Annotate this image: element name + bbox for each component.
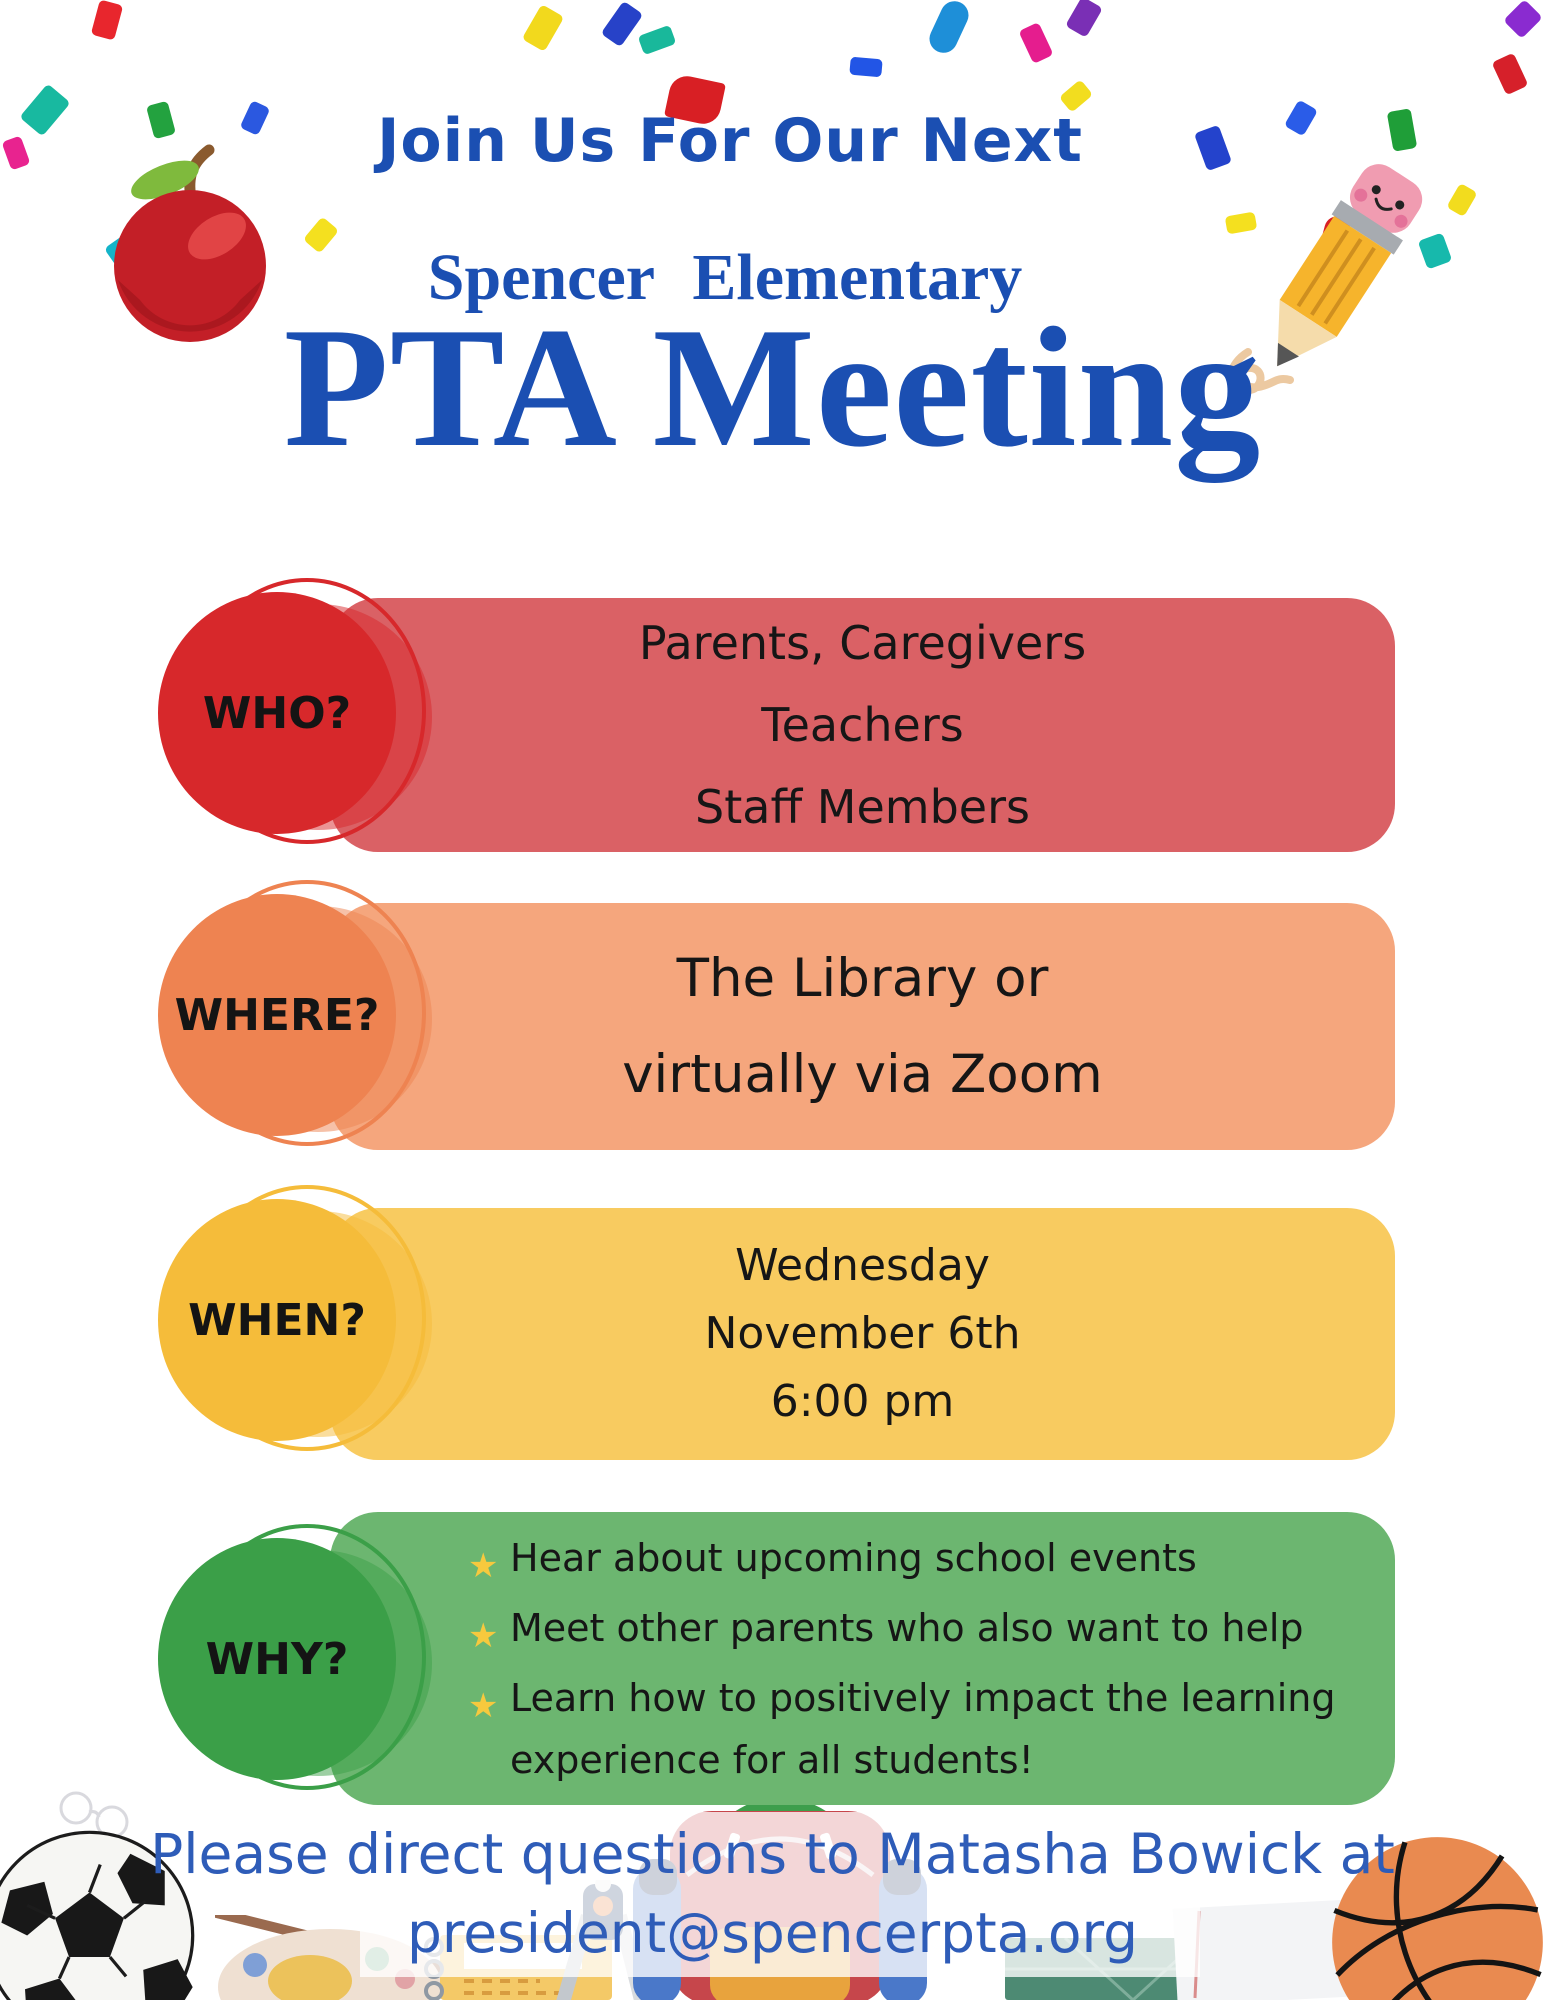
confetti-piece [1492,53,1529,96]
footer-contact-text: Please direct questions to Matasha Bowick at [150,1822,1395,1886]
why-bullet-text: Learn how to positively impact the learning experience for all students! [510,1675,1336,1782]
who-line: Teachers [761,698,964,752]
school-name: Spencer Elementary [427,241,1023,314]
why-bullet [468,1597,1375,1667]
confetti-piece [601,1,644,48]
why-bullet [468,1527,1375,1597]
kicker-text: Join Us For Our Next [377,106,1083,176]
flyer-title: PTA Meeting [283,293,1262,483]
when-line: 6:00 pm [770,1376,955,1427]
where-line: virtually via Zoom [622,1043,1103,1105]
who-bar [330,598,1395,852]
when-bar [330,1208,1395,1460]
why-bullet-list [330,1512,1395,1805]
star-icon: ★ [468,1615,499,1656]
where-badge [158,880,426,1148]
why-label: WHY? [205,1633,349,1685]
who-line: Staff Members [695,780,1030,834]
who-line: Parents, Caregivers [638,616,1087,670]
when-line: Wednesday [735,1240,990,1291]
where-bar [330,903,1395,1150]
who-badge [158,578,426,846]
why-bullet-text: Hear about upcoming school events [510,1535,1197,1580]
confetti-piece [638,25,677,55]
when-label: WHEN? [188,1294,366,1346]
confetti-piece [522,4,565,52]
star-icon: ★ [468,1685,499,1726]
footer-email: president@spencerpta.org [406,1901,1139,1965]
why-bullet-text: Meet other parents who also want to help [510,1605,1304,1650]
why-bar [330,1512,1395,1805]
confetti-piece [1018,22,1053,64]
confetti-piece [925,0,973,57]
confetti-piece [1503,0,1543,39]
confetti-piece [91,0,123,40]
star-icon: ★ [468,1545,499,1586]
why-badge [158,1524,426,1792]
when-line: November 6th [704,1308,1021,1359]
who-label: WHO? [202,687,352,739]
where-line: The Library or [676,947,1049,1009]
confetti-piece [1065,0,1103,38]
when-badge [158,1185,426,1453]
confetti-piece [849,57,882,78]
why-bullet [468,1667,1375,1791]
where-label: WHERE? [174,989,380,1041]
